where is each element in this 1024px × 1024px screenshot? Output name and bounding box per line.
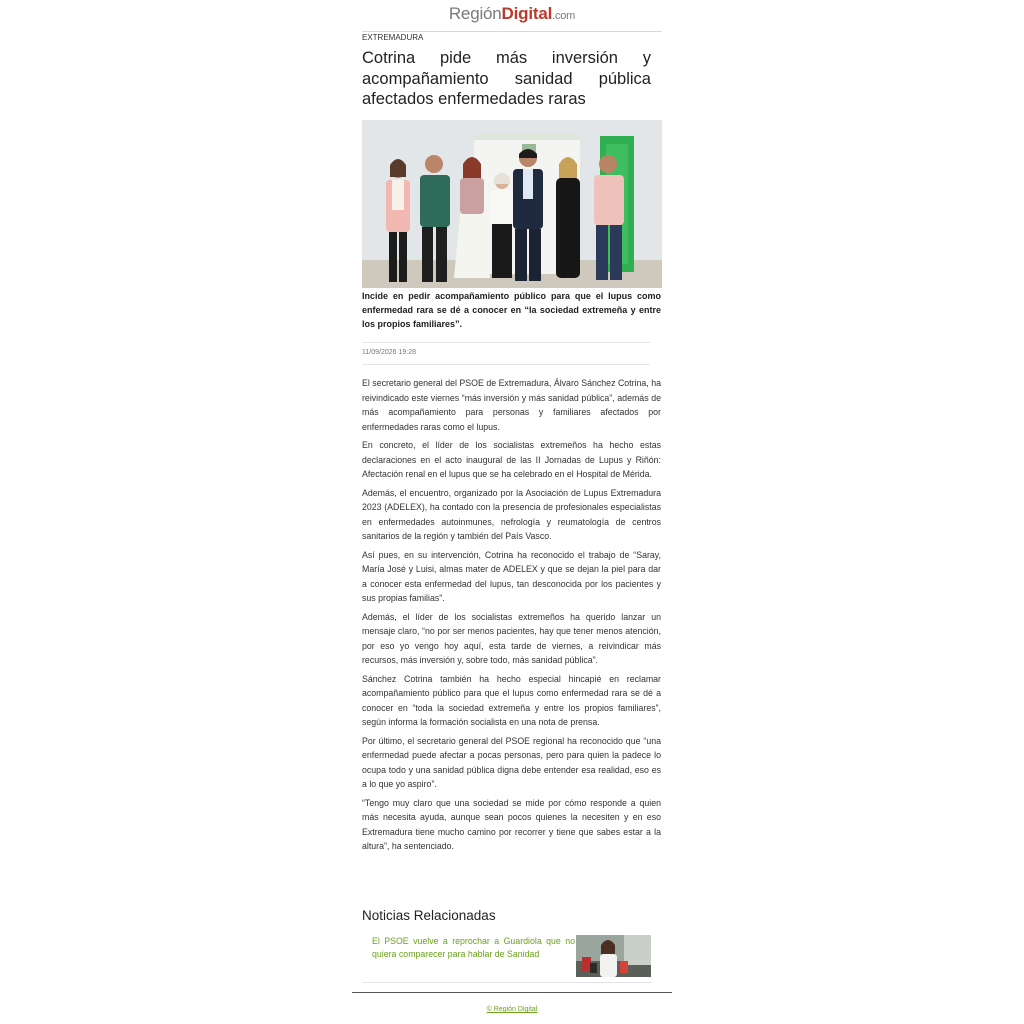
publish-date: 11/09/2026 19:28: [362, 349, 416, 356]
article-headline: Cotrina pide más inversión y acompañamiento sanidad pública afectados enfermedades raras: [362, 49, 651, 108]
logo-com: .com: [552, 10, 576, 22]
article-paragraph: El secretario general del PSOE de Extremadura, Álvaro Sánchez Cotrina, ha reivindicado este viernes “más inversión y más sanidad pública”, además de más acompañamiento para personas y familiares afectados por enfermedades raras como el lupus.: [362, 378, 661, 432]
article-photo: [362, 120, 662, 288]
related-news-item[interactable]: [362, 932, 652, 983]
article-paragraph: “Tengo muy claro que una sociedad se mide por cómo responde a quien más necesita ayuda, aunque sean pocos quienes la necesiten y en eso Extremadura tiene mucho camino por recorrer y tiene que sabes estar a la altura”, ha sentenciado.: [362, 797, 661, 851]
logo-region: Región: [448, 4, 502, 23]
section-label[interactable]: EXTREMADURA: [362, 33, 424, 42]
article-paragraph: Así pues, en su intervención, Cotrina ha reconocido el trabajo de “Saray, María José y Luisi, almas mater de ADELEX y que se dejan la piel para dar a conocer esta enfermedad del lupus, tan desconocida por los pacientes y sus propias familias”.: [362, 549, 661, 603]
photo-caption: Incide en pedir acompañamiento público para que el lupus como enfermedad rara se dé a conocer en “la sociedad extremeña y entre los propios familiares”.: [362, 291, 661, 329]
site-logo[interactable]: [352, 4, 672, 24]
meta-divider-bottom: [362, 364, 650, 365]
article-paragraph: Además, el líder de los socialistas extremeños ha querido lanzar un mensaje claro, “no por ser menos pacientes, hay que tener menos atención, por eso yo vengo hoy aquí, esta tarde de viernes, a reivindicar más recursos, más inversión y, sobre todo, más sanidad pública”.: [362, 611, 661, 665]
article-photo-image: [362, 120, 662, 288]
related-news-heading: Noticias Relacionadas: [362, 908, 496, 923]
logo-digital: Digital: [501, 4, 553, 23]
header-divider: [362, 31, 662, 32]
article-paragraph: Además, el encuentro, organizado por la Asociación de Lupus Extremadura 2023 (ADELEX), ha contado con la presencia de profesionales especialistas en enfermedades autoinmunes, nefrología y reumatología de centros sanitarios de la región y también del País Vasco.: [362, 487, 661, 541]
article-paragraph: Por último, el secretario general del PSOE regional ha reconocido que “una enfermedad puede afectar a pocas personas, pero para quien la padece lo ocupa todo y una sanidad pública digna debe entender esa realidad, eso es a lo que yo aspiro”.: [362, 735, 661, 789]
article-page: [352, 0, 672, 1024]
article-paragraph: Sánchez Cotrina también ha hecho especial hincapié en reclamar acompañamiento público para que el lupus como enfermedad rara se dé a conocer en “toda la sociedad extremeña y entre los propios familiares”, según informa la formación socialista en una nota de prensa.: [362, 673, 661, 727]
related-news-thumbnail-image: [576, 935, 651, 977]
meta-divider-top: [362, 342, 650, 343]
related-news-thumbnail[interactable]: [576, 935, 651, 977]
footer-divider: [352, 992, 672, 993]
article-paragraph: En concreto, el líder de los socialistas extremeños ha hecho estas declaraciones en el acto inaugural de las II Jornadas de Lupus y Riñón: Afectación renal en el lupus que se ha celebrado en el Hospital de Mérida.: [362, 440, 661, 479]
related-news-link[interactable]: El PSOE vuelve a reprochar a Guardiola que no quiera comparecer para hablar de Sanidad: [372, 936, 575, 959]
footer-copyright-link[interactable]: © Región Digital: [486, 1006, 538, 1013]
article-body: [362, 376, 661, 858]
